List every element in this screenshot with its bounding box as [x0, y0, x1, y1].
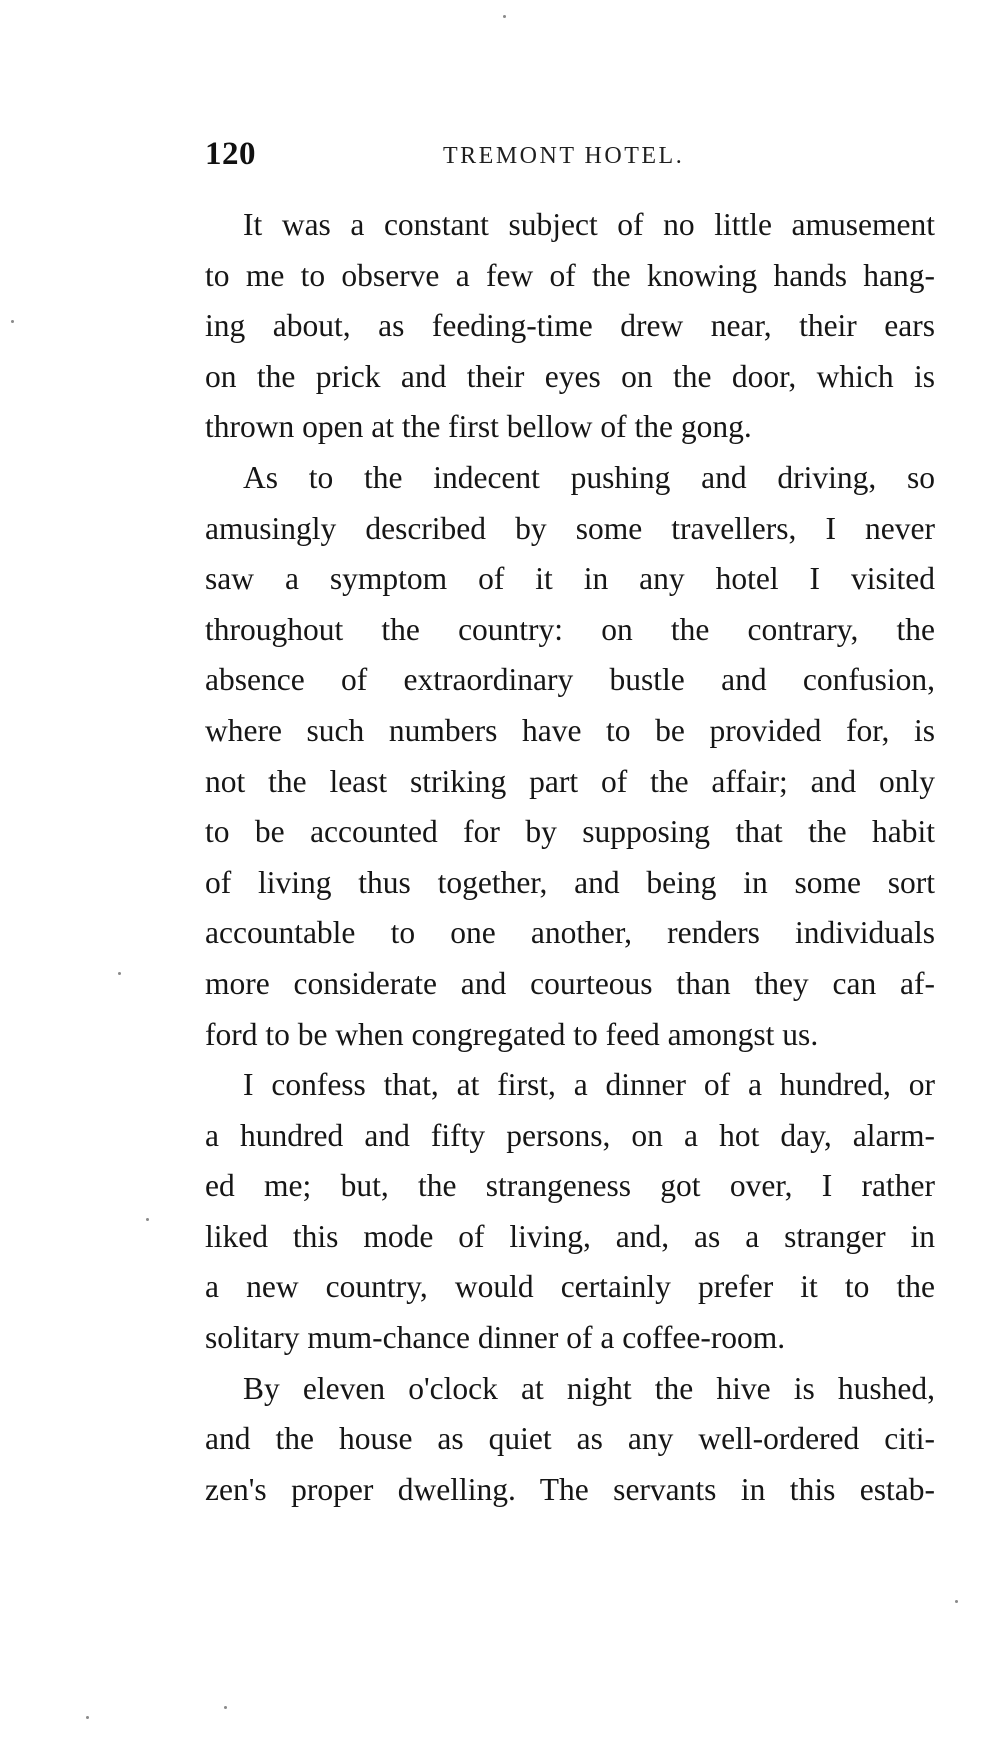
text-line: thrown open at the first bellow of the gong.: [205, 409, 752, 445]
text-line: liked this mode of living, and, as a stranger in: [205, 1218, 935, 1254]
text-line: not the least striking part of the affair; and only: [205, 763, 935, 799]
text-line: where such numbers have to be provided for, is: [205, 712, 935, 748]
text-line: I confess that, at first, a dinner of a hundred, or: [243, 1067, 935, 1103]
text-line: to me to observe a few of the knowing hands hang-: [205, 257, 935, 293]
paper-speck: [86, 1716, 89, 1719]
text-line: a new country, would certainly prefer it to the: [205, 1269, 935, 1305]
text-line: of living thus together, and being in some sort: [205, 864, 935, 900]
text-line: As to the indecent pushing and driving, so: [243, 459, 935, 495]
text-line: ford to be when congregated to feed amongst us.: [205, 1016, 819, 1052]
paragraph-1: [205, 200, 935, 453]
paragraph-2: [205, 453, 935, 1060]
running-head: [205, 136, 935, 176]
text-line: amusingly described by some travellers, I never: [205, 510, 935, 546]
text-line: to be accounted for by supposing that the habit: [205, 814, 935, 850]
text-line: throughout the country: on the contrary, the: [205, 611, 935, 647]
paper-speck: [118, 972, 121, 975]
paragraph-4: [205, 1364, 935, 1516]
text-line: ing about, as feeding-time drew near, their ears: [205, 308, 935, 344]
text-line: It was a constant subject of no little amusement: [243, 207, 935, 242]
text-line: on the prick and their eyes on the door, which is: [205, 358, 935, 394]
text-line: solitary mum-chance dinner of a coffee-room.: [205, 1320, 786, 1356]
text-line: ed me; but, the strangeness got over, I rather: [205, 1168, 935, 1204]
paper-speck: [11, 320, 14, 323]
text-line: saw a symptom of it in any hotel I visited: [205, 561, 935, 597]
paper-speck: [146, 1218, 149, 1221]
paper-speck: [224, 1706, 227, 1709]
text-line: and the house as quiet as any well-ordered citi-: [205, 1421, 935, 1457]
text-line: accountable to one another, renders individuals: [205, 915, 935, 951]
page-number: 120: [205, 136, 256, 172]
running-title: TREMONT HOTEL.: [443, 143, 685, 169]
paragraph-3: [205, 1060, 935, 1364]
text-line: absence of extraordinary bustle and confusion,: [205, 662, 935, 698]
text-line: more considerate and courteous than they can af-: [205, 965, 935, 1001]
body-text: [205, 200, 935, 1515]
text-line: a hundred and fifty persons, on a hot day, alarm-: [205, 1117, 935, 1153]
paper-speck: [503, 15, 506, 18]
text-line: By eleven o'clock at night the hive is hushed,: [243, 1370, 935, 1406]
text-line: zen's proper dwelling. The servants in this estab-: [205, 1471, 935, 1507]
paper-speck: [955, 1600, 958, 1603]
